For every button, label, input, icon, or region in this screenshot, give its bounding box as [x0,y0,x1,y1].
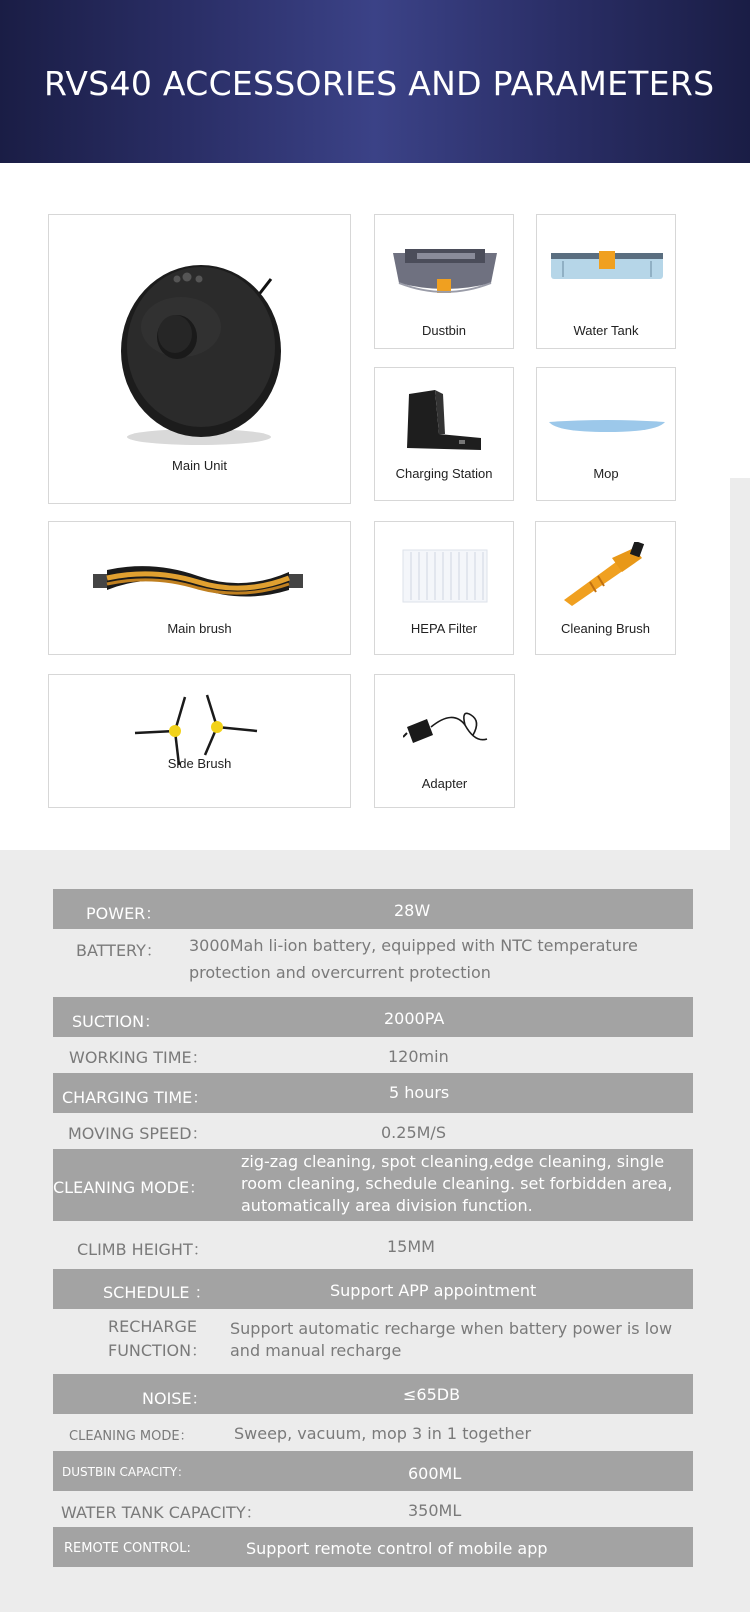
param-key: SCHEDULE ： [103,1283,211,1302]
param-row-water-tank-capacity [53,1491,693,1527]
param-row-remote-control [53,1527,693,1567]
param-value: 0.25M/S [381,1123,446,1142]
water-tank-label: Water Tank [573,323,639,338]
param-row-climb-height [53,1221,693,1271]
param-value: 28W [394,901,431,920]
param-row-moving-speed [53,1113,693,1149]
parameters-section [0,850,750,1612]
param-key: WORKING TIME： [69,1048,208,1067]
accessory-card-water-tank [536,214,676,349]
mop-label: Mop [593,466,619,481]
param-value: 3000Mah li-ion battery, equipped with NTC temperature protection and overcurrent protection [189,936,638,982]
param-key-line2: FUNCTION： [108,1341,208,1360]
adapter-label: Adapter [421,776,468,791]
robot-vacuum-image [109,251,289,451]
param-key: MOVING SPEED： [68,1124,208,1143]
param-key: CHARGING TIME： [62,1088,209,1107]
param-value: Support remote control of mobile app [246,1539,548,1558]
hepa-filter-image [401,548,489,604]
param-row-working-time [53,1037,693,1073]
param-row-power [53,889,693,929]
dustbin-image [387,243,503,303]
cleaning-brush-image [560,542,652,608]
hepa-filter-label: HEPA Filter [410,621,478,636]
param-key: WATER TANK CAPACITY： [61,1503,262,1522]
side-divider-strip [730,478,750,850]
param-row-suction [53,997,693,1037]
param-key: CLIMB HEIGHT： [77,1240,209,1259]
accessory-card-dustbin [374,214,514,349]
param-value: 5 hours [389,1083,450,1102]
param-value: 2000PA [384,1009,445,1028]
page-header [0,0,750,163]
accessory-card-main-unit [48,214,351,504]
param-value: Support APP appointment [330,1281,537,1300]
param-value: 600ML [408,1464,462,1483]
side-brush-label: Side Brush [167,756,232,771]
accessory-card-main-brush [48,521,351,655]
param-key: CLEANING MODE： [69,1429,193,1444]
param-value: ≤65DB [403,1385,461,1404]
param-row-noise [53,1374,693,1414]
cleaning-brush-label: Cleaning Brush [561,621,650,636]
page-title: RVS40 ACCESSORIES AND PARAMETERS [44,64,715,103]
param-value: zig-zag cleaning, spot cleaning,edge cleaning, single room cleaning, schedule cleaning. set forbidden area, automatically area division function. [241,1152,673,1215]
accessory-card-side-brush [48,674,351,808]
param-key: NOISE： [142,1389,208,1408]
accessory-card-adapter [374,674,515,808]
param-key: CLEANING MODE： [53,1178,206,1197]
param-key: DUSTBIN CAPACITY： [62,1465,190,1479]
accessory-card-mop [536,367,676,501]
param-key: REMOTE CONTROL: [64,1541,191,1556]
param-row-recharge-function [53,1311,693,1373]
main-unit-label: Main Unit [172,458,227,473]
param-row-cleaning-mode [53,1149,693,1221]
param-row-charging-time [53,1073,693,1113]
dustbin-label: Dustbin [421,323,467,338]
water-tank-image [547,249,667,289]
param-key: POWER： [86,904,162,923]
param-value: 120min [388,1047,449,1066]
accessory-card-charging-station [374,367,514,501]
charging-station-label: Charging Station [395,466,493,481]
charging-station-image [399,386,489,458]
param-value: Sweep, vacuum, mop 3 in 1 together [234,1424,532,1443]
main-brush-image [93,558,303,604]
adapter-image [403,705,489,753]
param-value: 350ML [408,1501,462,1520]
param-value: Support automatic recharge when battery power is low and manual recharge [230,1319,673,1360]
accessory-card-cleaning-brush [535,521,676,655]
param-row-battery [53,930,693,992]
main-brush-label: Main brush [167,621,232,636]
param-key-line1: RECHARGE [108,1317,197,1336]
param-key: SUCTION： [72,1012,161,1031]
param-value: 15MM [387,1237,435,1256]
param-row-cleaning-mode-2 [53,1414,693,1450]
param-key: BATTERY： [76,941,162,960]
param-row-dustbin-capacity [53,1451,693,1491]
param-row-schedule [53,1269,693,1309]
mop-image [547,416,667,436]
accessory-card-hepa-filter [374,521,514,655]
